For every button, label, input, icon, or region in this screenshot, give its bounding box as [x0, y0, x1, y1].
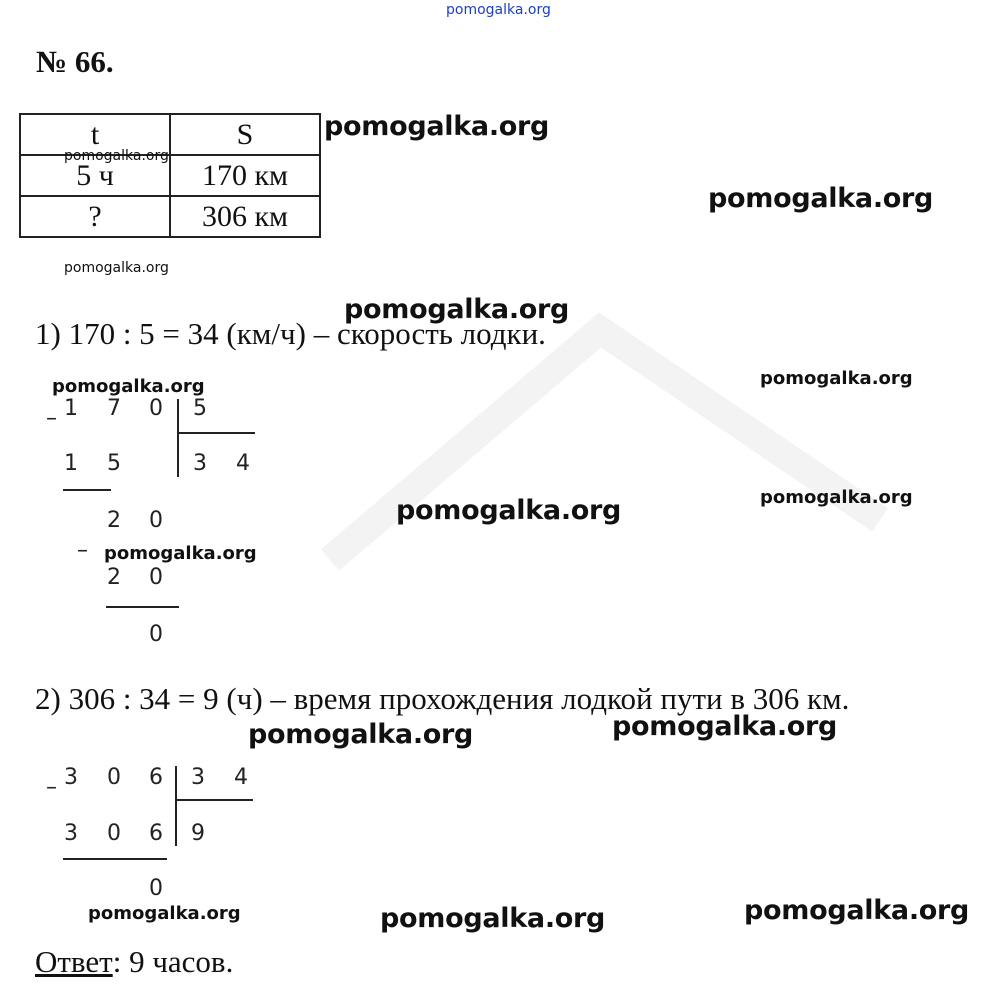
subtrahend-digit: 1 [64, 451, 78, 476]
quotient: 9 [191, 821, 205, 846]
watermark-text: pomogalka.org [324, 111, 550, 142]
quotient-digit: 3 [193, 451, 207, 476]
subtrahend-digit: 2 [107, 565, 121, 590]
header-cell-s: S [170, 114, 320, 155]
minus-sign: – [77, 538, 88, 563]
step-1-text: 1) 170 : 5 = 34 (км/ч) – скорость лодки. [35, 316, 546, 351]
dividend-digit: 6 [149, 765, 163, 790]
divisor-digit: 4 [234, 765, 248, 790]
dividend-digit: 0 [149, 396, 163, 421]
division-bracket-vertical [175, 766, 177, 846]
subtrahend-digit: 0 [107, 821, 121, 846]
watermark-text: pomogalka.org [64, 148, 169, 164]
watermark-text: pomogalka.org [88, 903, 241, 924]
watermark-text: pomogalka.org [708, 183, 934, 214]
answer-line [35, 944, 233, 980]
watermark-text: pomogalka.org [344, 294, 570, 325]
subtraction-line [63, 858, 167, 860]
step-2-text: 2) 306 : 34 = 9 (ч) – время прохождения лодкой пути в 306 км. [35, 681, 850, 716]
dividend-digit: 1 [64, 396, 78, 421]
final-remainder: 0 [149, 876, 163, 901]
answer-value: : 9 часов. [112, 944, 234, 979]
table-cell: 170 км [170, 155, 320, 196]
dividend-digit: 7 [107, 396, 121, 421]
remainder-digit: 0 [149, 508, 163, 533]
division-bracket-horizontal [175, 799, 253, 801]
subtraction-line [106, 606, 179, 608]
header-cell-t: t [20, 114, 170, 155]
minus-sign: – [46, 406, 57, 431]
subtrahend-digit: 5 [107, 451, 121, 476]
watermark-text: pomogalka.org [104, 543, 257, 564]
watermark-text: pomogalka.org [760, 487, 913, 508]
table-cell: ? [20, 196, 170, 237]
subtrahend-digit: 0 [149, 565, 163, 590]
watermark-text: pomogalka.org [64, 260, 169, 276]
data-table [19, 113, 321, 238]
watermark-text: pomogalka.org [380, 903, 606, 934]
subtrahend-digit: 3 [64, 821, 78, 846]
table-cell: 306 км [170, 196, 320, 237]
divisor: 5 [193, 396, 207, 421]
answer-label: Ответ [35, 944, 113, 979]
quotient-digit: 4 [236, 451, 250, 476]
division-bracket-vertical [177, 399, 179, 477]
division-bracket-horizontal [177, 432, 255, 434]
subtraction-line [63, 489, 111, 491]
watermark-text: pomogalka.org [52, 376, 205, 397]
watermark-text: pomogalka.org [396, 495, 622, 526]
watermark-text: pomogalka.org [744, 895, 970, 926]
watermark-text: pomogalka.org [248, 719, 474, 750]
table-cell: 5 ч [20, 155, 170, 196]
subtrahend-digit: 6 [149, 821, 163, 846]
remainder-digit: 2 [107, 508, 121, 533]
top-watermark-link[interactable]: pomogalka.org [446, 2, 551, 18]
final-remainder: 0 [149, 622, 163, 647]
problem-title: № 66. [36, 44, 114, 79]
dividend-digit: 3 [64, 765, 78, 790]
divisor-digit: 3 [191, 765, 205, 790]
table-row [20, 196, 320, 237]
watermark-text: pomogalka.org [760, 368, 913, 389]
dividend-digit: 0 [107, 765, 121, 790]
watermark-text: pomogalka.org [612, 711, 838, 742]
minus-sign: – [46, 775, 57, 800]
